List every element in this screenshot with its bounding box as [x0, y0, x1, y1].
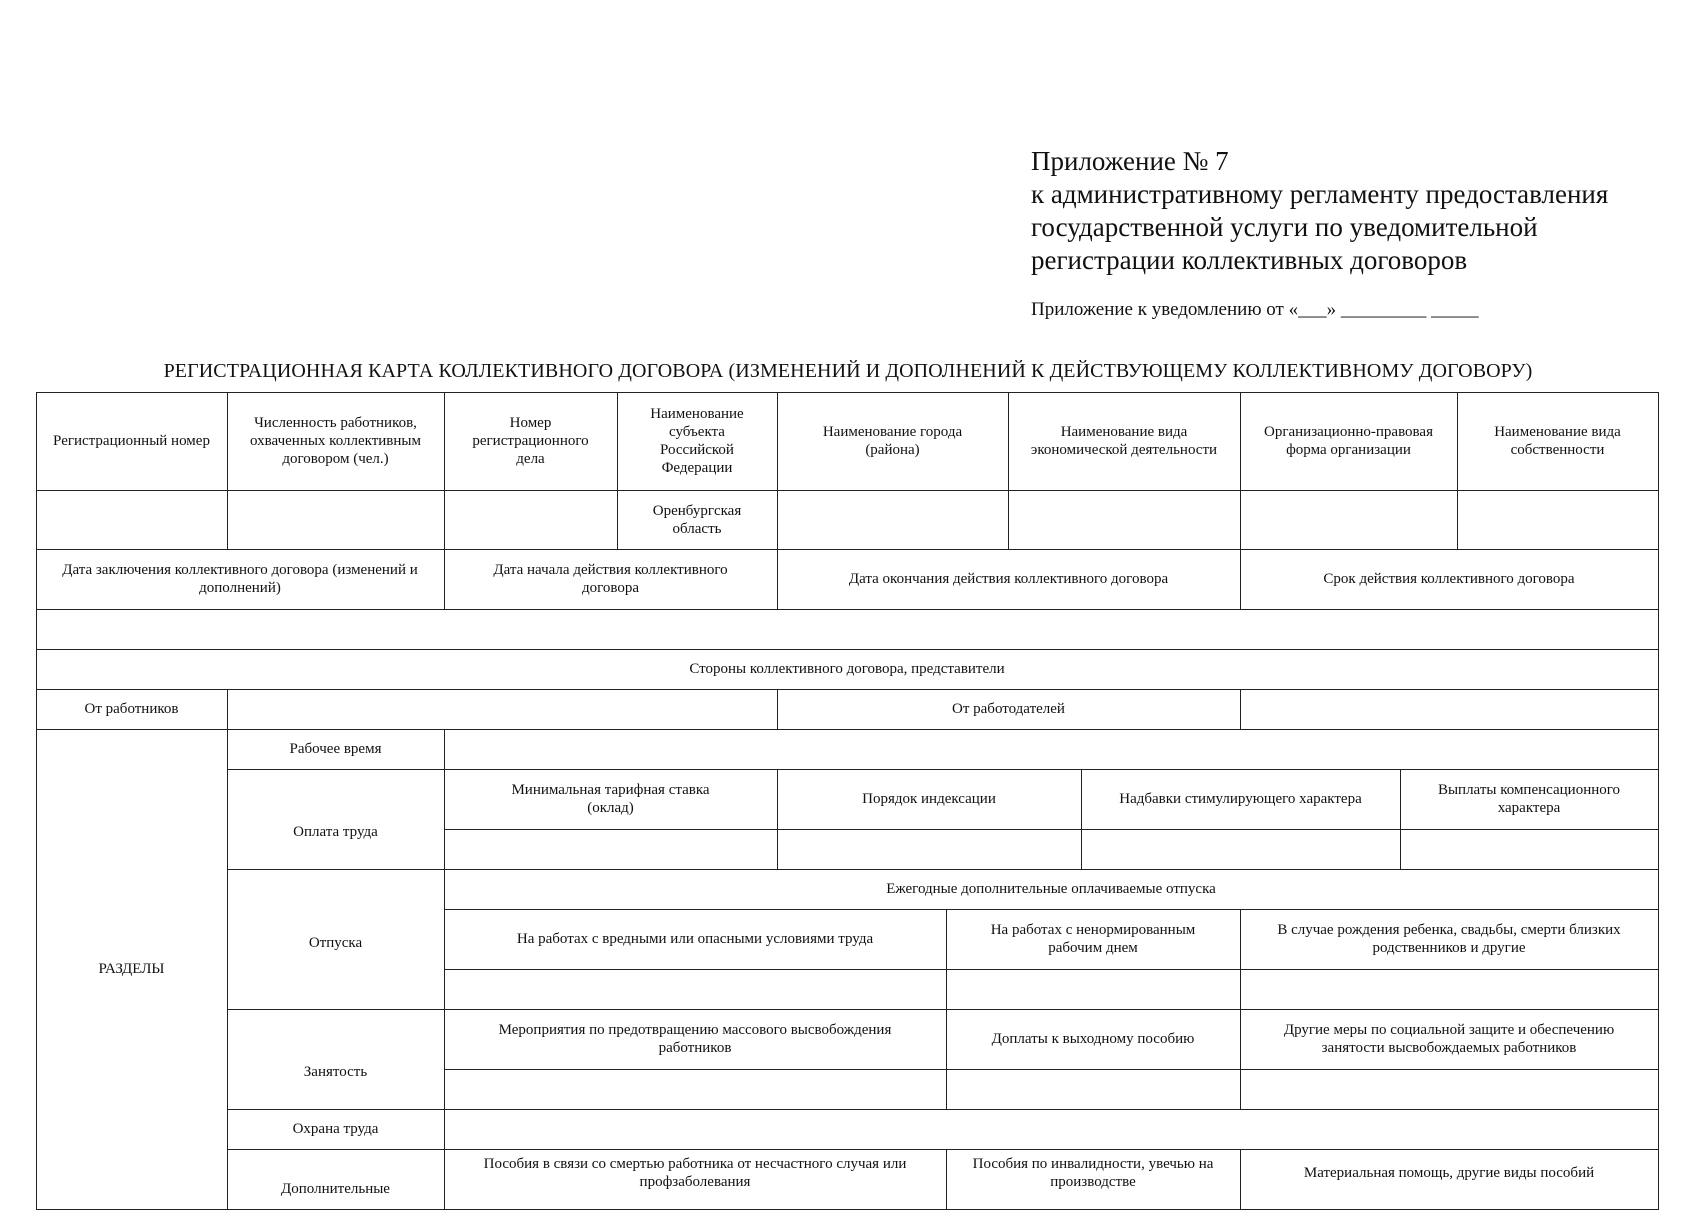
date-end-label: Дата окончания действия коллективного договора [848, 571, 1169, 587]
col-registration-number: Регистрационный номер [53, 433, 210, 449]
leave-hazardous-label: На работах с вредными или опасными условиями труда [516, 931, 874, 947]
table-line [444, 969, 1659, 970]
pay-label: Оплата труда [293, 824, 378, 840]
sections-label: РАЗДЕЛЫ [98, 961, 165, 977]
employment-label: Занятость [303, 1064, 368, 1080]
disability-benefit-label: Пособия по инвалидности, увечью на производстве [972, 1156, 1214, 1190]
appendix-line-4: регистрации коллективных договоров [1031, 245, 1468, 275]
col-city: Наименование города (района) [822, 424, 963, 458]
labor-safety-label: Охрана труда [292, 1121, 379, 1137]
table-line [444, 829, 1659, 830]
leave-family-label: В случае рождения ребенка, свадьбы, смерти близких родственников и другие [1277, 922, 1621, 956]
additional-label: Дополнительные [281, 1181, 390, 1197]
appendix-number: Приложение № 7 [1031, 146, 1229, 176]
incentive-label: Надбавки стимулирующего характера [1119, 791, 1362, 807]
parties-title: Стороны коллективного договора, представители [689, 661, 1005, 677]
col-employee-count: Численность работников, охваченных коллективным договором (чел.) [250, 415, 421, 467]
appendix-line-2: к административному регламенту предоставления [1031, 179, 1609, 209]
contract-term-label: Срок действия коллективного договора [1323, 571, 1575, 587]
other-measures-label: Другие меры по социальной защите и обеспечению занятости высвобождаемых работников [1283, 1022, 1615, 1056]
date-start-label: Дата начала действия коллективного договора [493, 562, 728, 596]
table-border-right [1658, 392, 1659, 1210]
notice-date-line: Приложение к уведомлению от «___» _________ _____ [1031, 299, 1479, 320]
material-aid-label: Материальная помощь, другие виды пособий [1303, 1165, 1595, 1181]
col-activity-type: Наименование вида экономической деятельности [1030, 424, 1218, 458]
col-ownership-type: Наименование вида собственности [1494, 424, 1621, 458]
work-time-label: Рабочее время [289, 741, 382, 757]
region-value: Оренбургская область [652, 502, 742, 537]
severance-label: Доплаты к выходному пособию [991, 1031, 1195, 1047]
indexation-label: Порядок индексации [862, 791, 996, 807]
table-line [1240, 689, 1241, 729]
min-rate-label: Минимальная тарифная ставка (оклад) [511, 782, 710, 816]
appendix-line-3: государственной услуги по уведомительной [1031, 212, 1538, 242]
death-benefit-label: Пособия в связи со смертью работника от несчастного случая или профзаболевания [483, 1156, 907, 1190]
table-line [36, 490, 1659, 491]
date-conclusion-label: Дата заключения коллективного договора (изменений и дополнений) [62, 562, 418, 596]
table-line [444, 1069, 1659, 1070]
compensation-label: Выплаты компенсационного характера [1437, 782, 1621, 816]
from-workers-label: От работников [84, 701, 179, 717]
table-line [36, 609, 1659, 610]
from-employers-label: От работодателей [952, 701, 1065, 717]
col-legal-form: Организационно-правовая форма организации [1264, 424, 1433, 458]
leave-title: Ежегодные дополнительные оплачиваемые отпуска [886, 881, 1216, 897]
leave-label: Отпуска [308, 935, 363, 951]
col-case-number: Номер регистрационного дела [472, 415, 589, 467]
document-title: РЕГИСТРАЦИОННАЯ КАРТА КОЛЛЕКТИВНОГО ДОГОВОРА (ИЗМЕНЕНИЙ И ДОПОЛНЕНИЙ К ДЕЙСТВУЮЩЕМУ КОЛЛЕКТИВНОМУ ДОГОВОРУ) [163, 360, 1533, 382]
col-region: Наименование субъекта Российской Федерации [650, 406, 744, 476]
mass-layoff-prevention-label: Мероприятия по предотвращению массового высвобождения работников [498, 1022, 892, 1056]
leave-irregular-label: На работах с ненормированным рабочим днем [990, 922, 1196, 956]
